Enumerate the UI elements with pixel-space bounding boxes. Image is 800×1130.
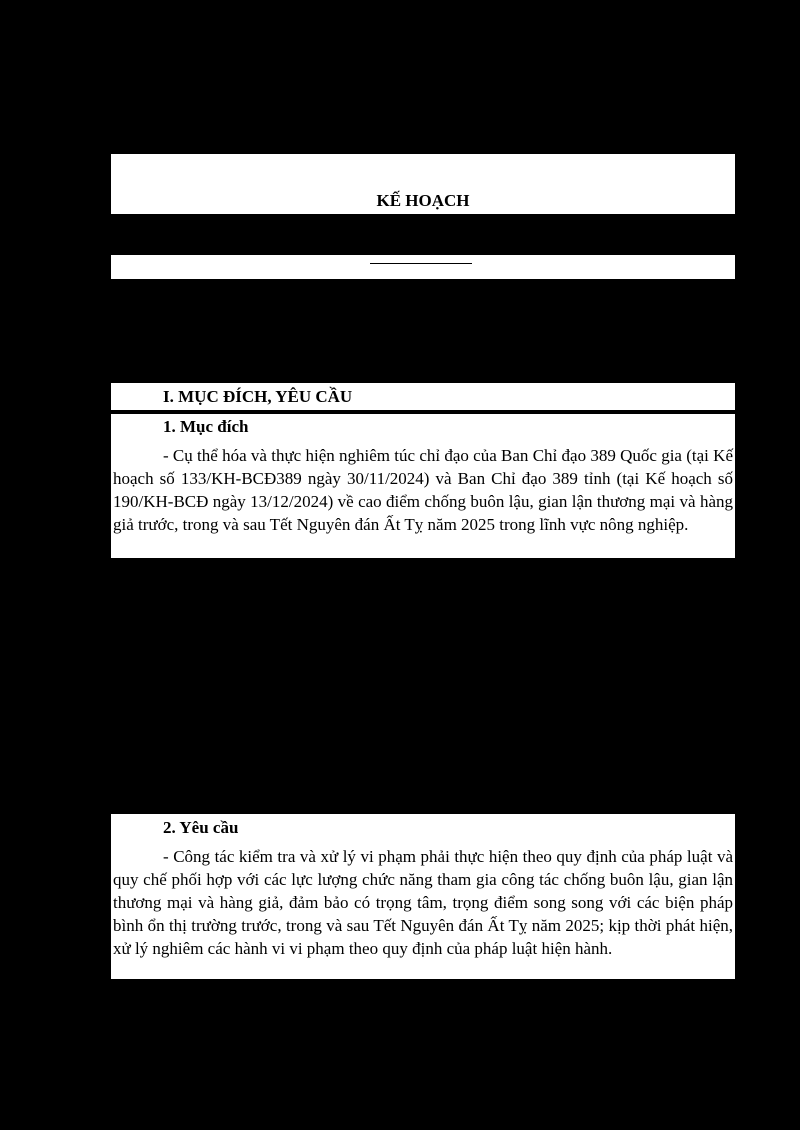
purpose-paragraph: - Cụ thể hóa và thực hiện nghiêm túc chỉ đạo của Ban Chỉ đạo 389 Quốc gia (tại Kế hoạch số 133/KH-BCĐ389 ngày 30/11/2024) và Ban Chỉ đạo 389 tỉnh (tại Kế hoạch số 190/KH-BCĐ ngày 13/12/2024) về cao điểm chống buôn lậu, gian lận thương mại và hàng giả trước, trong và sau Tết Nguyên đán Ất Tỵ năm 2025 trong lĩnh vực nông nghiệp. <box>113 446 733 534</box>
document-title: KẾ HOẠCH <box>376 191 470 210</box>
title-underline-band <box>111 255 735 279</box>
section-heading-block <box>111 383 735 410</box>
purpose-heading-block <box>111 414 735 441</box>
document-title-block <box>111 154 735 214</box>
title-underline <box>370 263 472 264</box>
requirements-block <box>111 814 735 979</box>
purpose-heading: 1. Mục đích <box>163 417 249 436</box>
requirements-heading: 2. Yêu cầu <box>163 818 239 837</box>
section-heading: I. MỤC ĐÍCH, YÊU CẦU <box>163 387 353 406</box>
requirements-paragraph: - Công tác kiểm tra và xử lý vi phạm phải thực hiện theo quy định của pháp luật và quy chế phối hợp với các lực lượng chức năng tham gia công tác chống buôn lậu, gian lận thương mại và hàng giả, đảm bảo có trọng tâm, trọng điểm song song với các biện pháp bình ổn thị trường trước, trong và sau Tết Nguyên đán Ất Tỵ năm 2025; kịp thời phát hiện, xử lý nghiêm các hành vi vi phạm theo quy định của pháp luật hiện hành. <box>113 847 733 958</box>
purpose-paragraph-block <box>111 441 735 558</box>
